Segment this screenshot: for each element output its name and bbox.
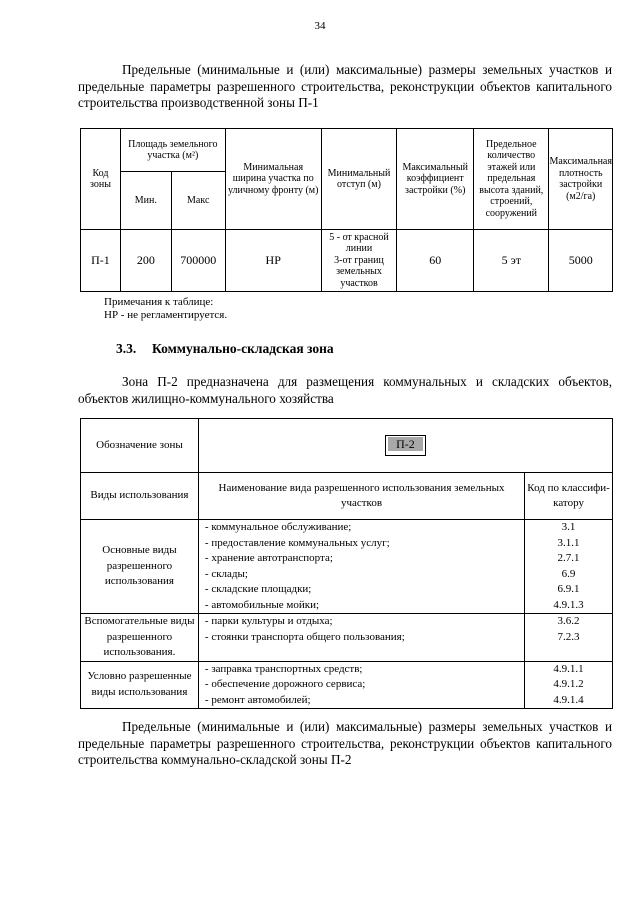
use-item: - хранение автотранспорта; <box>205 551 524 567</box>
header-frontage: Минимальная ширина участка по уличному фронту (м) <box>225 129 321 230</box>
use-code: 3.6.2 <box>557 615 580 627</box>
use-item: - заправка транспортных средств; <box>205 662 524 678</box>
cell-setback <box>321 230 397 292</box>
use-code: 3.1.1 <box>557 536 580 549</box>
group-auxiliary-names <box>198 614 524 662</box>
group-main-codes <box>525 520 613 614</box>
closing-paragraph <box>78 719 612 769</box>
intro-paragraph-text: Предельные (минимальные и (или) максимальные) размеры земельных участков и предельные параметры разрешенного строительства, реконструкции объектов капитального строительства производственной зоны П-1 <box>78 62 612 110</box>
cell-density: 5000 <box>549 230 613 292</box>
use-item: - парки культуры и отдыха; <box>205 614 524 630</box>
header-code: Код зоны <box>81 129 121 230</box>
zone-label-cell: Обозначение зоны <box>81 419 199 473</box>
zone-description <box>78 374 612 407</box>
header-area-min: Мин. <box>120 172 171 230</box>
use-code: 4.9.1.1 <box>553 662 584 675</box>
setback-line-2: 3-от границ земельных участков <box>334 254 384 289</box>
table-notes <box>104 296 227 322</box>
cell-code: П-1 <box>81 230 121 292</box>
use-code: 4.9.1.3 <box>553 598 584 611</box>
use-code: 6.9 <box>561 567 576 580</box>
use-code: 3.1 <box>561 521 576 533</box>
use-item: - склады; <box>205 567 524 583</box>
group-main-type: Основные виды разрешенного использования <box>81 520 199 614</box>
header-density: Максимальная плотность застройки (м2/га) <box>549 129 613 230</box>
use-code: 4.9.1.2 <box>553 678 584 690</box>
zone-badge <box>385 435 426 456</box>
header-area: Площадь земельного участка (м²) <box>120 129 225 172</box>
header-coverage: Максимальный коэффициент застройки (%) <box>397 129 474 230</box>
header-codes: Код по классифи-катору <box>525 473 613 520</box>
header-setback: Минимальный отступ (м) <box>321 129 397 230</box>
use-code: 7.2.3 <box>557 630 580 643</box>
use-item: - складские площадки; <box>205 582 524 598</box>
zone-value-cell <box>198 419 612 473</box>
section-title: Коммунально-складская зона <box>152 341 334 356</box>
closing-paragraph-text: Предельные (минимальные и (или) максимальные) размеры земельных участков и предельные параметры разрешенного строительства, реконструкции объектов капитального строительства коммунально-складской зоны П-2 <box>78 719 612 767</box>
zone-p2-uses-table <box>80 418 613 709</box>
cell-max: 700000 <box>171 230 225 292</box>
section-number: 3.3. <box>116 341 137 356</box>
intro-paragraph <box>78 62 612 112</box>
group-auxiliary-codes <box>525 614 613 662</box>
zone-p1-parameters-table <box>80 128 613 292</box>
setback-line-1: 5 - от красной линии <box>329 231 389 255</box>
use-item: - ремонт автомобилей; <box>205 693 524 709</box>
zone-badge-text: П-2 <box>388 437 423 451</box>
notes-abbreviation: НР - не регламентируется. <box>104 309 228 321</box>
header-use-types: Виды использования <box>81 473 199 520</box>
page-number: 34 <box>314 20 326 32</box>
notes-title: Примечания к таблице: <box>104 296 214 308</box>
group-conditional-codes <box>525 661 613 709</box>
use-item: - обеспечение дорожного сервиса; <box>205 677 524 693</box>
use-item: - автомобильные мойки; <box>205 598 524 614</box>
cell-floors: 5 эт <box>474 230 549 292</box>
use-code: 6.9.1 <box>557 583 580 595</box>
zone-description-text: Зона П-2 предназначена для размещения коммунальных и складских объектов, объектов жилищно-коммунального хозяйства <box>78 374 612 406</box>
use-code: 2.7.1 <box>557 552 580 564</box>
header-use-names: Наименование вида разрешенного использования земельных участков <box>198 473 524 520</box>
header-area-max: Макс <box>171 172 225 230</box>
group-conditional-type: Условно разрешенные виды использования <box>81 661 199 709</box>
group-main-names <box>198 520 524 614</box>
cell-coverage: 60 <box>397 230 474 292</box>
use-item: - стоянки транспорта общего пользования; <box>205 630 524 646</box>
cell-min: 200 <box>120 230 171 292</box>
use-code: 4.9.1.4 <box>553 693 584 706</box>
section-heading <box>116 341 334 357</box>
group-auxiliary-type: Вспомогательные виды разрешенного использования. <box>81 614 199 662</box>
group-conditional-names <box>198 661 524 709</box>
header-floors: Предельное количество этажей или предельная высота зданий, строений, сооружений <box>474 129 549 230</box>
use-item: - коммунальное обслуживание; <box>205 520 524 536</box>
cell-frontage: НР <box>225 230 321 292</box>
use-item: - предоставление коммунальных услуг; <box>205 536 524 552</box>
